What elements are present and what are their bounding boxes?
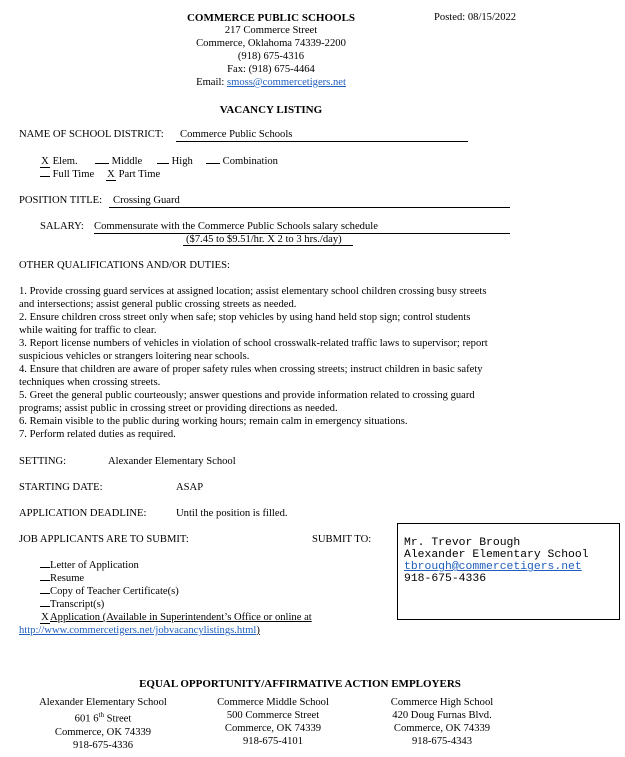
school-name: Commerce Middle School [217, 697, 329, 708]
school-name: Alexander Elementary School [39, 697, 167, 708]
applicants-label: JOB APPLICANTS ARE TO SUBMIT: [19, 534, 189, 545]
footer-school-middle [188, 696, 358, 748]
level-fulltime [40, 169, 94, 180]
letter-label: Letter of Application [50, 560, 139, 571]
duty-line: 6. Remain visible to the public during working hours; remain calm in emergency situations. [19, 416, 408, 427]
school-name: Commerce High School [390, 697, 494, 708]
fulltime-label: Full Time [52, 169, 95, 180]
elem-checkbox[interactable]: X [41, 156, 49, 167]
letter-checkbox[interactable] [40, 567, 50, 568]
org-city: Commerce, Oklahoma 74339-2200 [196, 38, 346, 49]
application-url-close: ) [256, 625, 260, 636]
submit-to-label: SUBMIT TO: [312, 534, 372, 545]
email-label: Email: [196, 77, 225, 88]
application-url-link[interactable]: http://www.commercetigers.net/jobvacancylistings.html [19, 625, 257, 636]
list-item [40, 612, 312, 624]
certificate-label: Copy of Teacher Certificate(s) [50, 586, 179, 597]
parttime-checkbox[interactable]: X [107, 169, 115, 180]
deadline-label: APPLICATION DEADLINE: [19, 508, 147, 519]
contact-email-link[interactable]: tbrough@commercetigers.net [404, 561, 582, 573]
org-phone: (918) 675-4316 [237, 51, 305, 62]
middle-checkbox[interactable] [95, 163, 109, 164]
middle-label: Middle [111, 156, 143, 167]
duty-line: 4. Ensure that children are aware of proper safety rules when crossing streets; instruct children in basic safety [19, 364, 483, 375]
org-email-link[interactable]: smoss@commercetigers.net [227, 77, 346, 88]
level-combination [206, 156, 278, 167]
list-item [40, 599, 104, 610]
school-phone: 918-675-4343 [411, 736, 473, 747]
duty-line: while waiting for traffic to clear. [19, 325, 157, 336]
salary-line2: ($7.45 to $9.51/hr. X 2 to 3 hrs./day) [186, 234, 342, 245]
parttime-label: Part Time [118, 169, 161, 180]
application-checkbox[interactable]: X [41, 612, 49, 623]
footer-school-alexander [18, 696, 188, 752]
fulltime-checkbox[interactable] [40, 176, 50, 177]
duty-line: 1. Provide crossing guard services at assigned location; assist elementary school children crossing busy streets [19, 286, 487, 297]
org-email-row [150, 77, 392, 88]
elem-label: Elem. [52, 156, 78, 167]
school-city: Commerce, OK 74339 [54, 726, 152, 738]
setting-value: Alexander Elementary School [108, 456, 236, 467]
street-name: Street [103, 713, 132, 725]
level-middle [95, 156, 142, 167]
district-value: Commerce Public Schools [180, 129, 293, 140]
list-item [40, 560, 139, 571]
resume-checkbox[interactable] [40, 580, 50, 581]
street-suffix: th [98, 711, 104, 719]
qualifications-heading: OTHER QUALIFICATIONS AND/OR DUTIES: [19, 260, 230, 271]
high-label: High [171, 156, 193, 167]
org-street: 217 Commerce Street [224, 25, 318, 36]
deadline-value: Until the position is filled. [176, 508, 288, 519]
application-url-row [19, 625, 260, 636]
school-street: 420 Doug Furnas Blvd. [392, 710, 492, 721]
school-street [18, 709, 188, 726]
posted-date: Posted: 08/15/2022 [434, 12, 517, 23]
district-label: NAME OF SCHOOL DISTRICT: [19, 129, 164, 140]
duty-line: 3. Report license numbers of vehicles in violation of school crosswalk-related traffic laws to supervisor; report [19, 338, 488, 349]
duty-line: 2. Ensure children cross street only when safe; stop vehicles by using hand held stop sign; control students [19, 312, 471, 323]
district-underline [176, 141, 468, 142]
level-parttime [106, 169, 160, 181]
position-value: Crossing Guard [113, 195, 180, 206]
contact-phone: 918-675-4336 [404, 573, 487, 585]
level-elem [40, 156, 78, 168]
school-city: Commerce, OK 74339 [224, 723, 322, 734]
certificate-checkbox[interactable] [40, 593, 50, 594]
transcript-label: Transcript(s) [50, 599, 105, 610]
position-underline [109, 207, 510, 208]
application-label: Application (Available in Superintendent’s Office or online at [50, 612, 312, 623]
list-item [40, 586, 179, 597]
combination-label: Combination [222, 156, 278, 167]
school-phone: 918-675-4336 [72, 739, 134, 751]
level-high [157, 156, 193, 167]
transcript-checkbox[interactable] [40, 606, 50, 607]
contact-school: Alexander Elementary School [404, 549, 589, 561]
combination-checkbox[interactable] [206, 163, 220, 164]
starting-date-value: ASAP [176, 482, 204, 493]
org-name: COMMERCE PUBLIC SCHOOLS [186, 12, 356, 24]
setting-label: SETTING: [19, 456, 67, 467]
org-fax: Fax: (918) 675-4464 [227, 64, 315, 75]
page-title: VACANCY LISTING [219, 104, 323, 116]
position-label: POSITION TITLE: [19, 195, 103, 206]
footer-heading: EQUAL OPPORTUNITY/AFFIRMATIVE ACTION EMPLOYERS [139, 678, 461, 690]
school-city: Commerce, OK 74339 [393, 723, 491, 734]
salary-line1: Commensurate with the Commerce Public Schools salary schedule [94, 221, 378, 232]
school-phone: 918-675-4101 [242, 736, 304, 747]
school-street: 500 Commerce Street [226, 710, 320, 721]
duty-line: 7. Perform related duties as required. [19, 429, 176, 440]
resume-label: Resume [50, 573, 85, 584]
duty-line: techniques when crossing streets. [19, 377, 161, 388]
submit-to-box [397, 523, 620, 620]
starting-date-label: STARTING DATE: [19, 482, 103, 493]
contact-name: Mr. Trevor Brough [404, 537, 521, 549]
salary-label: SALARY: [40, 221, 84, 232]
duty-line: and intersections; assist general public crossing streets as needed. [19, 299, 297, 310]
duty-line: 5. Greet the general public courteously; answer questions and provide information related to crossing guard [19, 390, 475, 401]
high-checkbox[interactable] [157, 163, 169, 164]
list-item [40, 573, 84, 584]
duty-line: programs; assist public in crossing street or providing directions as needed. [19, 403, 338, 414]
salary-underline2 [183, 245, 353, 246]
street-number: 601 6 [74, 713, 99, 725]
duty-line: suspicious vehicles or strangers loitering near schools. [19, 351, 250, 362]
footer-school-high [357, 696, 527, 748]
